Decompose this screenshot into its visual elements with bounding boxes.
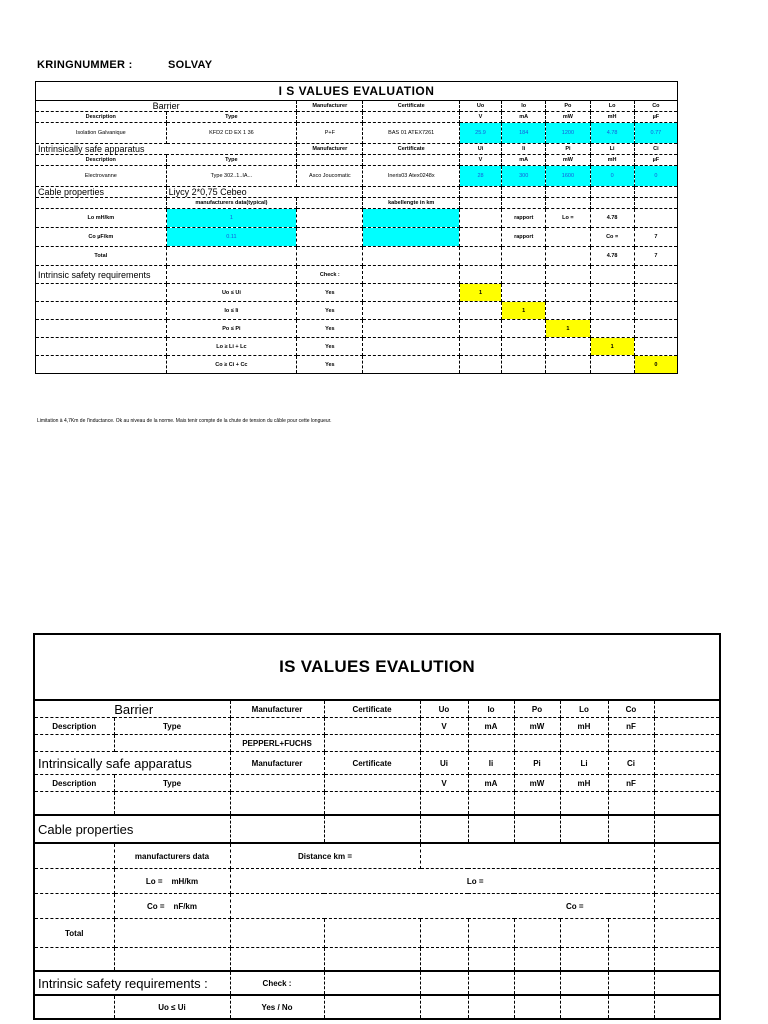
apparatus-manufacturer: Asco Joucomatic [297, 166, 363, 187]
unit: mA [502, 112, 546, 123]
barrier-lo: 4.78 [590, 123, 634, 144]
req-flag: 1 [590, 338, 634, 356]
req-result: Yes [297, 356, 363, 374]
check-label: Check : [297, 266, 363, 284]
lo-per-km: 1 [166, 209, 297, 228]
co-per-km-label: Co = nF/km [114, 894, 230, 919]
col-header: Ii [468, 752, 514, 775]
unit: µF [634, 155, 677, 166]
col-header: Manufacturer [230, 752, 324, 775]
req-flag: 1 [502, 302, 546, 320]
col-header: Pi [546, 144, 590, 155]
col-header: Description [34, 718, 114, 735]
col-header: Description [36, 155, 167, 166]
manufacturer-data-label: manufacturers data [114, 843, 230, 869]
req-flag: 0 [634, 356, 677, 374]
unit: V [459, 112, 501, 123]
col-header: Ui [459, 144, 501, 155]
barrier-certificate: BAS 01 ATEX7261 [363, 123, 459, 144]
barrier-type: KFD2 CD EX 1 36 [166, 123, 297, 144]
apparatus-certificate: Ineris03 Atex0248x [363, 166, 459, 187]
lo-per-km-label: Lo = mH/km [114, 869, 230, 894]
col-header: Ci [608, 752, 654, 775]
col-header: Uo [459, 101, 501, 112]
barrier-manufacturer: PEPPERL+FUCHS [230, 735, 324, 752]
barrier-uo: 25.9 [459, 123, 501, 144]
unit: mW [546, 155, 590, 166]
check-label: Check : [230, 971, 324, 995]
col-header: Description [34, 775, 114, 792]
req-formula: Uo ≤ Ui [114, 995, 230, 1019]
barrier-manufacturer: P+F [297, 123, 363, 144]
req-flag: 1 [546, 320, 590, 338]
col-header: Co [608, 700, 654, 718]
unit: mW [546, 112, 590, 123]
apparatus-heading: Intrinsically safe apparatus [34, 752, 230, 775]
col-header: Certificate [324, 752, 420, 775]
col-header: Io [468, 700, 514, 718]
col-header: Manufacturer [230, 700, 324, 718]
barrier-co: 0.77 [634, 123, 677, 144]
apparatus-description: Electrovanne [36, 166, 167, 187]
req-result: Yes [297, 320, 363, 338]
barrier-io: 184 [502, 123, 546, 144]
apparatus-li: 0 [590, 166, 634, 187]
cable-heading: Cable properties [36, 187, 167, 198]
loop-number-label: KRINGNUMMER : [37, 59, 133, 71]
unit: V [459, 155, 501, 166]
col-header: Ui [420, 752, 468, 775]
col-header: Ii [502, 144, 546, 155]
col-header: Ci [634, 144, 677, 155]
barrier-po: 1200 [546, 123, 590, 144]
cable-heading: Cable properties [34, 815, 230, 843]
apparatus-type: Type 302..1..IA... [166, 166, 297, 187]
manufacturer-data-label: manufacturers data(typical) [166, 198, 297, 209]
apparatus-heading: Intrinsically safe apparatus [36, 144, 297, 155]
requirements-heading: Intrinsic safety requirements : [34, 971, 230, 995]
total-co: 7 [634, 247, 677, 266]
col-header: Type [166, 112, 297, 123]
co-eq-label: Co = [230, 894, 654, 919]
req-flag: 1 [459, 284, 501, 302]
cable-length-label: kabellengte in km [363, 198, 459, 209]
col-header: Uo [420, 700, 468, 718]
unit: mA [502, 155, 546, 166]
co-eq-label: Co = [590, 228, 634, 247]
req-formula: Io ≤ Ii [166, 302, 297, 320]
unit: nF [608, 718, 654, 735]
req-result: Yes [297, 338, 363, 356]
col-header: Type [114, 718, 230, 735]
footnote: Limitation à 4,7Km de l'inductance. Ok au niveau de la norme. Mais tenir compte de la chute de tension du câble pour cette longueur. [37, 418, 332, 424]
unit: mH [590, 112, 634, 123]
col-header: Description [36, 112, 167, 123]
col-header: Manufacturer [297, 101, 363, 112]
co-label: Co µF/km [36, 228, 167, 247]
apparatus-pi: 1600 [546, 166, 590, 187]
unit: µF [634, 112, 677, 123]
apparatus-ci: 0 [634, 166, 677, 187]
barrier-description: Isolation Galvanique [36, 123, 167, 144]
req-result: Yes [297, 302, 363, 320]
req-formula: Po ≤ Pi [166, 320, 297, 338]
col-header: Certificate [324, 700, 420, 718]
is-values-table-blank [33, 633, 721, 1020]
col-header: Certificate [363, 101, 459, 112]
col-header: Io [502, 101, 546, 112]
ratio-label: rapport [502, 209, 546, 228]
col-header: Pi [514, 752, 560, 775]
req-formula: Uo ≤ Ui [166, 284, 297, 302]
lo-eq-label: Lo = [546, 209, 590, 228]
req-formula: Lo ≥ Li + Lc [166, 338, 297, 356]
col-header: Manufacturer [297, 144, 363, 155]
col-header: Type [166, 155, 297, 166]
barrier-heading: Barrier [36, 101, 297, 112]
unit: V [420, 775, 468, 792]
co-total: 7 [634, 228, 677, 247]
unit: mW [514, 775, 560, 792]
is-values-table-filled [35, 81, 678, 374]
table-title: IS VALUES EVALUTION [34, 634, 720, 700]
unit: mH [590, 155, 634, 166]
loop-number-value: SOLVAY [168, 59, 213, 71]
lo-label: Lo mH/km [36, 209, 167, 228]
unit: mH [560, 775, 608, 792]
total-label: Total [34, 919, 114, 948]
co-per-km: 0.11 [166, 228, 297, 247]
unit: V [420, 718, 468, 735]
col-header: Po [514, 700, 560, 718]
unit: nF [608, 775, 654, 792]
req-formula: Co ≥ Ci + Cc [166, 356, 297, 374]
col-header: Certificate [363, 144, 459, 155]
table-title: I S VALUES EVALUATION [36, 82, 678, 101]
unit: mH [560, 718, 608, 735]
req-result: Yes [297, 284, 363, 302]
col-header: Lo [590, 101, 634, 112]
ratio-label: rapport [502, 228, 546, 247]
unit: mW [514, 718, 560, 735]
col-header: Li [560, 752, 608, 775]
col-header: Po [546, 101, 590, 112]
barrier-heading: Barrier [34, 700, 230, 718]
total-label: Total [36, 247, 167, 266]
distance-label: Distance km = [230, 843, 420, 869]
col-header: Type [114, 775, 230, 792]
lo-total: 4.78 [590, 209, 634, 228]
col-header: Lo [560, 700, 608, 718]
apparatus-ii: 300 [502, 166, 546, 187]
unit: mA [468, 718, 514, 735]
col-header: Li [590, 144, 634, 155]
req-result: Yes / No [230, 995, 324, 1019]
lo-eq-label: Lo = [230, 869, 654, 894]
cable-type: Liycy 2*0,75 Cebeo [166, 187, 363, 198]
apparatus-ui: 28 [459, 166, 501, 187]
unit: mA [468, 775, 514, 792]
requirements-heading: Intrinsic safety requirements [36, 266, 167, 284]
total-lo: 4.78 [590, 247, 634, 266]
col-header: Co [634, 101, 677, 112]
